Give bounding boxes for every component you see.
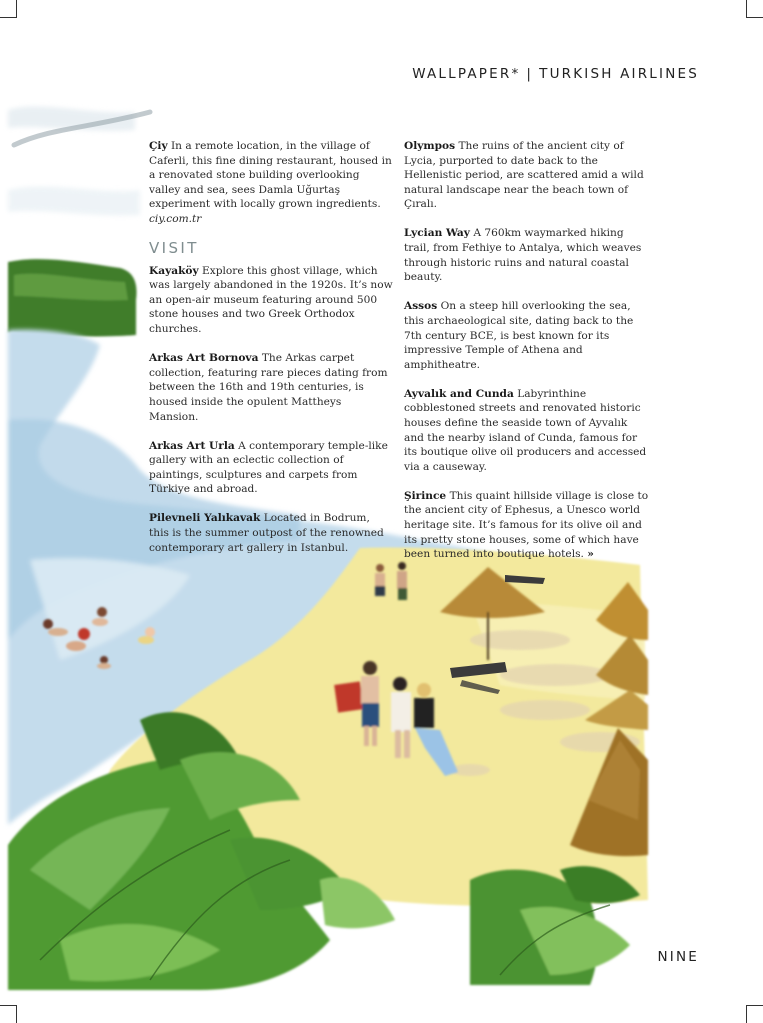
left-column: [149, 139, 393, 570]
entry-assos: [404, 299, 650, 372]
entry-text: This quaint hillside village is close to the ancient city of Ephesus, a Unesco world heritage site. It’s famous for its olive oil and its pretty stone houses, some of which have been turned into boutique hotels.: [404, 489, 649, 561]
entry-text: The Arkas carpet collection, featuring rare pieces dating from between the 16th and 19th centuries, is housed inside the opulent Mattheys Mansion.: [149, 352, 388, 423]
sky-wash: [8, 107, 140, 216]
entry-pilevneli-yalikavak: [149, 511, 393, 555]
entry-lycian-way: [404, 226, 650, 284]
header-separator: |: [526, 66, 534, 82]
page-folio: NINE: [657, 949, 699, 965]
entry-name: Arkas Art Urla: [149, 439, 235, 452]
hill: [8, 259, 137, 336]
right-column: [404, 139, 650, 576]
partner-name: TURKISH AIRLINES: [539, 66, 699, 82]
entry-name: Kayaköy: [149, 264, 199, 277]
entry-url[interactable]: ciy.com.tr: [149, 212, 202, 225]
entry-text: Labyrinthine cobblestoned streets and renovated historic houses define the seaside town of Ayvalık and the nearby island of Cunda, famous for its boutique olive oil producers and accessed via a causeway.: [404, 387, 647, 473]
entry-name: Olympos: [404, 140, 456, 152]
entry-text: Located in Bodrum, this is the summer outpost of the renowned contemporary art gallery in Istanbul.: [149, 512, 384, 554]
entry-name: Lycian Way: [404, 227, 470, 240]
entry-text: In a remote location, in the village of Caferli, this fine dining restaurant, housed in a renovated stone building overlooking valley and sea, sees Damla Uğurtaş experiment with locally grown ingredients.: [149, 140, 392, 211]
entry-arkas-art-bornova: [149, 351, 393, 424]
running-header: [412, 66, 699, 82]
entry-name: Çiy: [149, 140, 168, 152]
entry-text: On a steep hill overlooking the sea, this archaeological site, dating back to the 7th century BCE, is best known for its impressive Temple of Athena and amphitheatre.: [404, 300, 634, 371]
brand-name: WALLPAPER*: [412, 66, 521, 82]
entry-sirince: [404, 489, 650, 562]
entry-kayakoy: [149, 264, 393, 337]
continue-arrow-icon: »: [587, 548, 594, 561]
entry-text: The ruins of the ancient city of Lycia, purported to date back to the Hellenistic period, are scattered amid a wild natural landscape near the beach town of Çıralı.: [404, 140, 644, 211]
entry-name: Pilevneli Yalıkavak: [149, 512, 261, 525]
entry-text: A contemporary temple-like gallery with an eclectic collection of paintings, sculptures and carpets from Türkiye and abroad.: [149, 439, 388, 496]
entry-name: Assos: [404, 300, 438, 313]
entry-arkas-art-urla: [149, 439, 393, 497]
entry-name: Ayvalık and Cunda: [404, 387, 514, 400]
section-title-visit: VISIT: [149, 239, 199, 258]
entry-text: A 760km waymarked hiking trail, from Fethiye to Antalya, which weaves through historic ruins and natural coastal beauty.: [404, 227, 642, 284]
entry-text: Explore this ghost village, which was largely abandoned in the 1920s. It’s now an open-air museum featuring around 500 stone houses and two Greek Orthodox churches.: [149, 264, 393, 336]
entry-name: Arkas Art Bornova: [149, 352, 259, 365]
entry-ciy: [149, 139, 393, 227]
entry-name: Şirince: [404, 489, 447, 502]
entry-olympos: [404, 139, 650, 212]
entry-ayvalik-and-cunda: [404, 387, 650, 475]
